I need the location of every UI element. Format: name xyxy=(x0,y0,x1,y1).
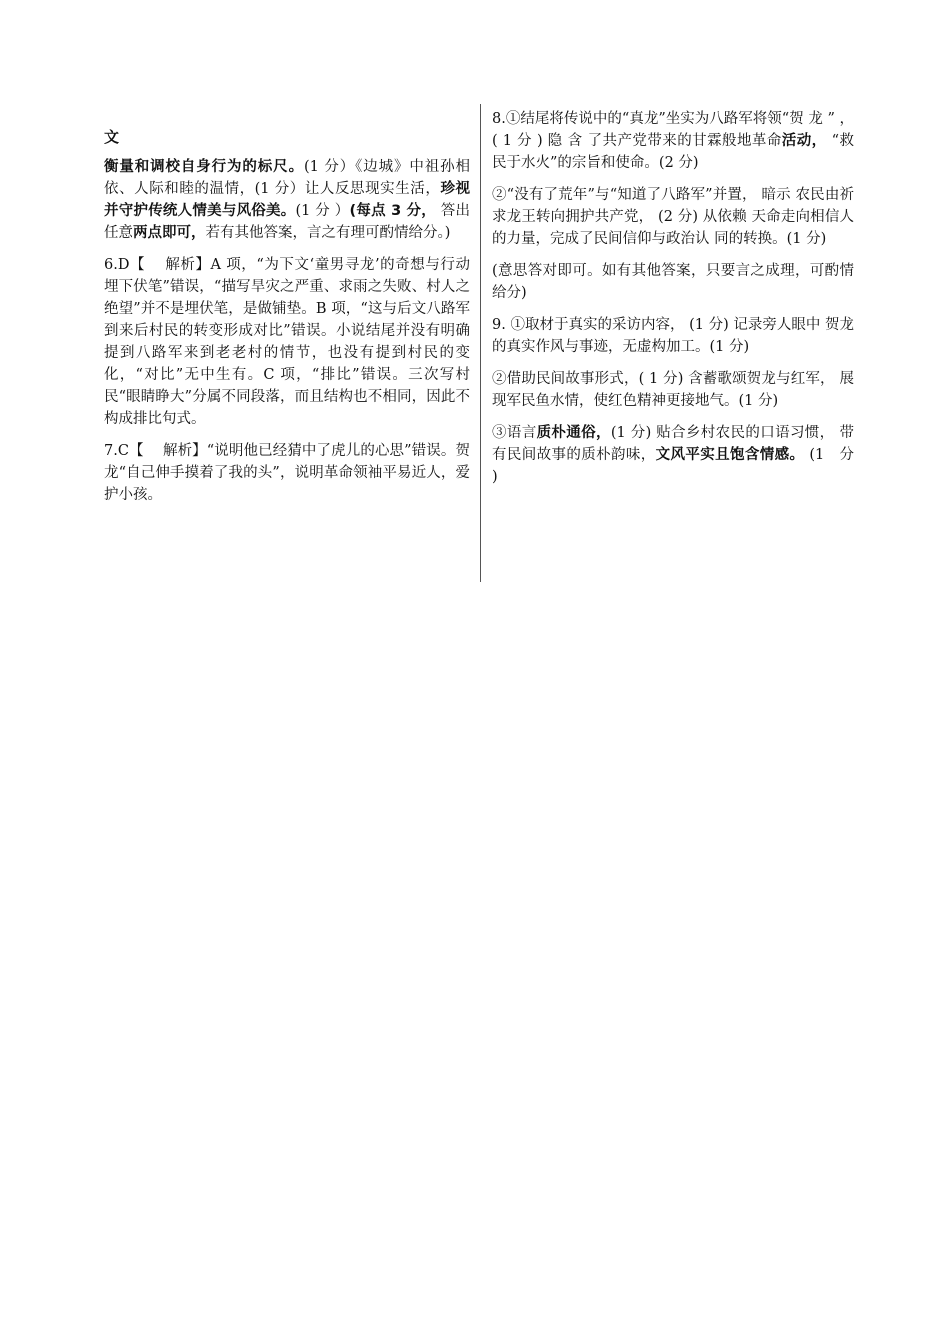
bold-text: 活动， xyxy=(781,133,827,149)
answer-paragraph-biancheng xyxy=(104,156,470,244)
right-column xyxy=(492,108,854,498)
text: ③语言 xyxy=(492,425,537,441)
answer-q7: 7.C【 解析】“说明他已经猜中了虎儿的心思”错误。贺龙“自己伸手摸着了我的头”，说明革命领袖平易近人，爱护小孩。 xyxy=(104,443,470,503)
text: (1 分）《边城》中祖孙相依、人际和睦的温情，(1 分）让人反思现实生活， xyxy=(104,159,470,197)
answer-q8-point1 xyxy=(492,108,854,174)
text: 答出任意 xyxy=(104,203,471,241)
text: 8.①结尾将传说中的“真龙”坐实为八路军将领“贺 龙 ” ，( 1 分 ) 隐 含 了共产党带来的甘霖般地革命 xyxy=(492,111,854,149)
section-heading: 文 xyxy=(104,128,120,146)
bold-text: 衡量和调校自身行为的标尺。 xyxy=(104,159,304,175)
left-column xyxy=(104,108,470,516)
bold-text: 质朴通俗， xyxy=(536,425,611,441)
bold-text: (每点 3 分， xyxy=(349,203,436,219)
bold-text: 珍视并守护传统人情美与风俗美。 xyxy=(104,181,471,219)
text: 若有其他答案，言之有理可酌情给分。) xyxy=(205,225,451,241)
text: (1 分 ） xyxy=(295,203,350,219)
answer-q8-point2: ②“没有了荒年”与“知道了八路军”并置， 暗示 农民由祈求龙王转向拥护共产党， (2 分) 从依赖 天命走向相信人的力量，完成了民间信仰与政治认 同的转换。(1 分) xyxy=(492,187,854,247)
answer-q9-point2: ②借助民间故事形式，( 1 分) 含蓄歌颂贺龙与红军， 展现军民鱼水情，使红色精神更接地气。(1 分) xyxy=(492,371,854,409)
bold-text: 文风平实且饱含情感。 xyxy=(655,447,805,463)
bold-text: 两点即可， xyxy=(133,225,206,241)
answer-q9-point1: 9. ①取材于真实的采访内容， (1 分) 记录旁人眼中 贺龙的真实作风与事迹，无虚构加工。(1 分) xyxy=(492,317,854,355)
answer-q8-note: (意思答对即可。如有其他答案，只要言之成理，可酌情给分) xyxy=(492,263,854,301)
text: “救民于水火”的宗旨和使命。(2 分) xyxy=(492,133,854,171)
answer-q6: 6.D【 解析】A 项，“为下文‘童男寻龙’的奇想与行动埋下伏笔”错误，“描写旱灾之严重、求雨之失败、村人之绝望”并不是埋伏笔，是做铺垫。B 项，“这与后文八路军到来后村民的转变形成对比”错误。小说结尾并没有明确提到八路军来到老老村的情节，也没有提到村民的变化，“对比”无中生有。C 项，“排比”错误。三次写村民“眼睛睁大”分属不同段落，而且结构也不相同，因此不构成排比句式。 xyxy=(104,257,470,427)
text: (1 分 ) xyxy=(492,447,854,485)
column-divider xyxy=(480,104,481,582)
answer-q9-point3 xyxy=(492,422,854,488)
text: (1 分) 贴合乡村农民的口语习惯， 带有民间故事的质朴韵味， xyxy=(492,425,854,463)
